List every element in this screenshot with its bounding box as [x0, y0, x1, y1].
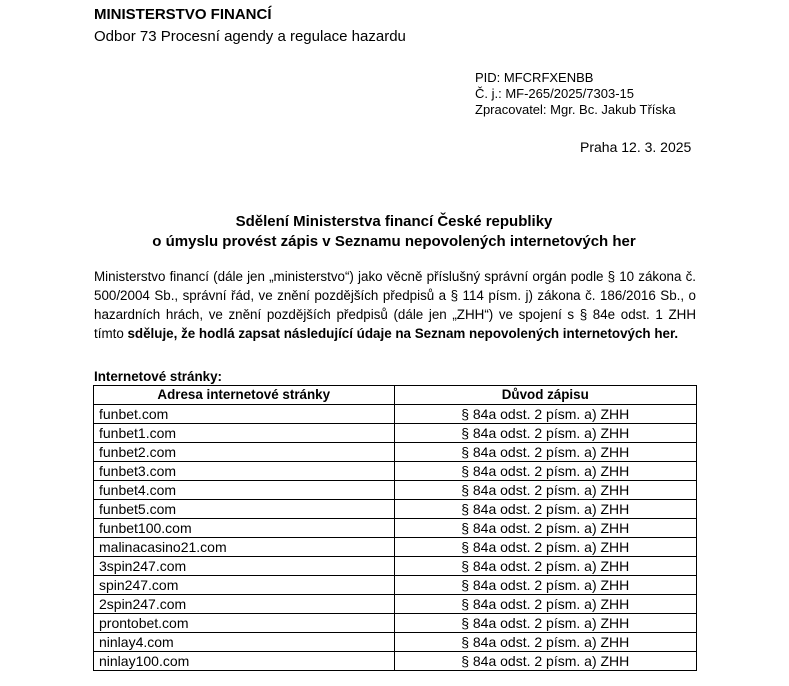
column-header-address: Adresa internetové stránky	[94, 386, 395, 405]
table-row	[94, 443, 697, 462]
website-address-cell: funbet.com	[94, 405, 395, 424]
table-row	[94, 557, 697, 576]
dateline: Praha 12. 3. 2025	[580, 139, 692, 155]
table-row	[94, 652, 697, 671]
processor-line: Zpracovatel: Mgr. Bc. Jakub Tříska	[475, 102, 676, 117]
table-row	[94, 633, 697, 652]
registration-reason-cell: § 84a odst. 2 písm. a) ZHH	[394, 424, 697, 443]
registration-reason-cell: § 84a odst. 2 písm. a) ZHH	[394, 500, 697, 519]
website-address-cell: funbet1.com	[94, 424, 395, 443]
table-row	[94, 576, 697, 595]
table-row	[94, 538, 697, 557]
reference-block	[475, 70, 676, 118]
table-row	[94, 519, 697, 538]
column-header-reason: Důvod zápisu	[394, 386, 697, 405]
website-address-cell: malinacasino21.com	[94, 538, 395, 557]
ministry-name: MINISTERSTVO FINANCÍ	[94, 6, 272, 23]
table-row	[94, 481, 697, 500]
table-header-row	[94, 386, 697, 405]
body-paragraph	[94, 267, 696, 343]
registration-reason-cell: § 84a odst. 2 písm. a) ZHH	[394, 443, 697, 462]
department-name: Odbor 73 Procesní agendy a regulace hazardu	[94, 28, 406, 45]
table-row	[94, 424, 697, 443]
title-line-2: o úmyslu provést zápis v Seznamu nepovolených internetových her	[152, 233, 636, 250]
website-address-cell: funbet2.com	[94, 443, 395, 462]
table-row	[94, 500, 697, 519]
websites-table	[93, 385, 697, 671]
case-number-line: Č. j.: MF-265/2025/7303-15	[475, 86, 634, 101]
table-row	[94, 462, 697, 481]
body-intro: Ministerstvo financí (dále jen „ministerstvo“) jako věcně příslušný správní orgán podle § 10 zákona č. 500/2004 Sb., správní řád, ve znění pozdějších předpisů a § 114 písm. j) zákona č. 186/2016 Sb., o hazardních hrách, ve znění pozdějších předpisů (dále jen „ZHH“) ve spojení s § 84e odst. 1 ZHH tímto	[94, 269, 696, 341]
registration-reason-cell: § 84a odst. 2 písm. a) ZHH	[394, 652, 697, 671]
pid-line: PID: MFCRFXENBB	[475, 70, 594, 85]
website-address-cell: spin247.com	[94, 576, 395, 595]
registration-reason-cell: § 84a odst. 2 písm. a) ZHH	[394, 481, 697, 500]
registration-reason-cell: § 84a odst. 2 písm. a) ZHH	[394, 614, 697, 633]
table-body	[94, 405, 697, 671]
registration-reason-cell: § 84a odst. 2 písm. a) ZHH	[394, 576, 697, 595]
registration-reason-cell: § 84a odst. 2 písm. a) ZHH	[394, 519, 697, 538]
website-address-cell: funbet100.com	[94, 519, 395, 538]
section-label: Internetové stránky:	[94, 369, 222, 384]
table-row	[94, 595, 697, 614]
website-address-cell: prontobet.com	[94, 614, 395, 633]
website-address-cell: funbet3.com	[94, 462, 395, 481]
title-line-1: Sdělení Ministerstva financí České republiky	[235, 213, 553, 230]
document-title	[94, 212, 694, 252]
website-address-cell: ninlay4.com	[94, 633, 395, 652]
website-address-cell: 3spin247.com	[94, 557, 395, 576]
registration-reason-cell: § 84a odst. 2 písm. a) ZHH	[394, 633, 697, 652]
registration-reason-cell: § 84a odst. 2 písm. a) ZHH	[394, 595, 697, 614]
registration-reason-cell: § 84a odst. 2 písm. a) ZHH	[394, 557, 697, 576]
table-row	[94, 614, 697, 633]
website-address-cell: funbet4.com	[94, 481, 395, 500]
website-address-cell: ninlay100.com	[94, 652, 395, 671]
registration-reason-cell: § 84a odst. 2 písm. a) ZHH	[394, 405, 697, 424]
registration-reason-cell: § 84a odst. 2 písm. a) ZHH	[394, 538, 697, 557]
body-emphasis: sděluje, že hodlá zapsat následující údaje na Seznam nepovolených internetových her.	[127, 326, 679, 341]
registration-reason-cell: § 84a odst. 2 písm. a) ZHH	[394, 462, 697, 481]
website-address-cell: funbet5.com	[94, 500, 395, 519]
table-row	[94, 405, 697, 424]
website-address-cell: 2spin247.com	[94, 595, 395, 614]
